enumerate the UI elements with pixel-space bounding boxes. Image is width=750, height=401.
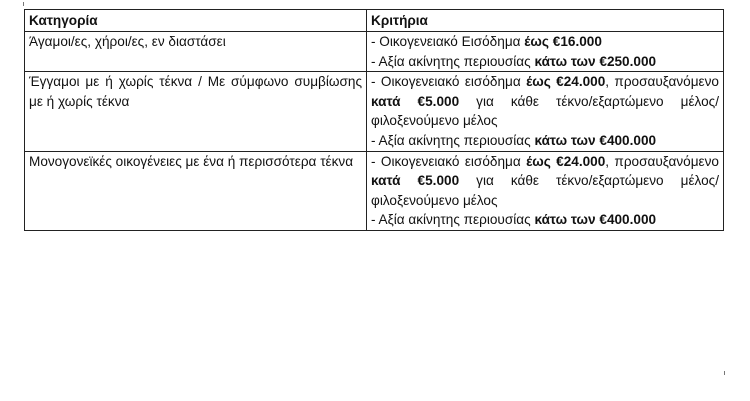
- criteria-text: , προσαυξανόμενο: [605, 74, 719, 90]
- criteria-bold: κάτω των €250.000: [534, 53, 657, 69]
- criteria-line: [371, 210, 719, 230]
- criteria-text: , προσαυξανόμενο: [605, 153, 719, 169]
- criteria-text: για κάθε τέκνο/εξαρτώμενο μέλος/φιλοξενούμενο μέλος: [371, 93, 719, 129]
- criteria-bold: κάτω των €400.000: [534, 212, 657, 228]
- criteria-line: [371, 152, 719, 211]
- criteria-line: [371, 72, 719, 131]
- table-row: [25, 72, 724, 151]
- criteria-bold: κάτω των €400.000: [534, 132, 657, 148]
- criteria-cell: [367, 151, 724, 230]
- criteria-text: - Οικογενειακό Εισόδημα: [371, 34, 525, 49]
- criteria-text: - Αξία ακίνητης περιουσίας: [371, 53, 535, 69]
- criteria-bold: έως €24.000: [526, 153, 606, 169]
- header-criteria: Κριτήρια: [367, 10, 724, 32]
- criteria-cell: [367, 32, 724, 72]
- criteria-line: [371, 131, 719, 151]
- criteria-text: - Αξία ακίνητης περιουσίας: [371, 132, 535, 148]
- criteria-text: - Αξία ακίνητης περιουσίας: [371, 212, 535, 228]
- header-row: [25, 10, 724, 32]
- corner-mark-top: [23, 2, 24, 6]
- criteria-bold: κατά €5.000: [371, 173, 460, 189]
- category-cell: Άγαμοι/ες, χήροι/ες, εν διαστάσει: [25, 32, 367, 72]
- criteria-bold: κατά €5.000: [371, 93, 460, 109]
- table-row: [25, 32, 724, 72]
- criteria-text: - Οικογενειακό εισόδημα: [371, 74, 527, 90]
- criteria-text: για κάθε τέκνο/εξαρτώμενο μέλος/φιλοξενούμενο μέλος: [371, 173, 719, 208]
- criteria-bold: έως €24.000: [526, 74, 606, 90]
- criteria-cell: [367, 72, 724, 151]
- category-cell: Έγγαμοι με ή χωρίς τέκνα / Με σύμφωνο συμβίωσης με ή χωρίς τέκνα: [25, 72, 367, 151]
- criteria-bold: έως €16.000: [524, 34, 602, 49]
- criteria-line: [371, 32, 719, 52]
- table-row: [25, 151, 724, 230]
- header-category: Κατηγορία: [25, 10, 367, 32]
- criteria-table: [24, 9, 724, 231]
- corner-mark-bottom: [724, 371, 725, 375]
- criteria-text: - Οικογενειακό εισόδημα: [371, 153, 527, 169]
- criteria-line: [371, 52, 719, 72]
- category-cell: Μονογονεϊκές οικογένειες με ένα ή περισσότερα τέκνα: [25, 151, 367, 230]
